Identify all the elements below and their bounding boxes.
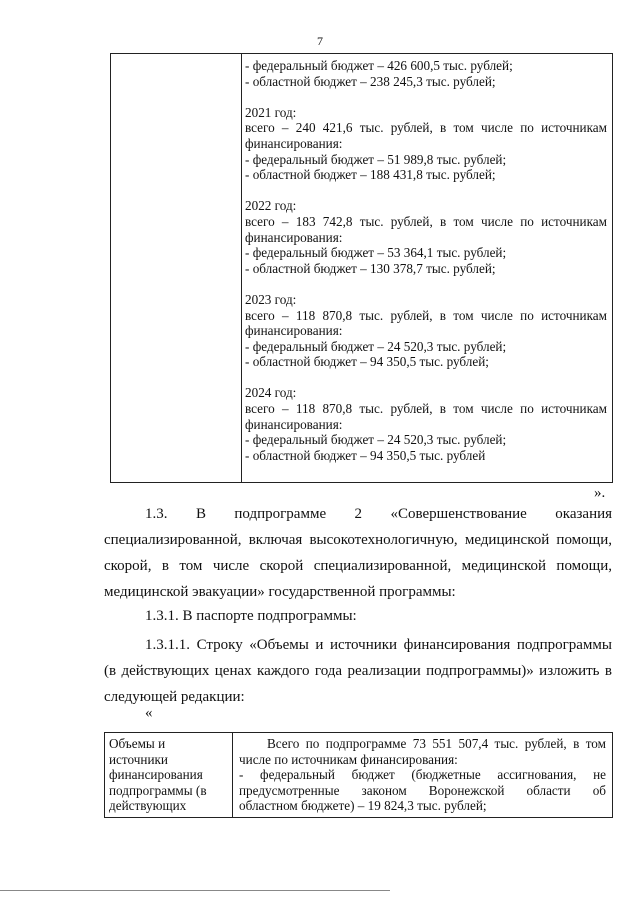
section-1-3-1: 1.3.1. В паспорте подпрограммы:: [145, 608, 357, 624]
year-total-cont: финансирования:: [245, 323, 343, 339]
value-line: числе по источникам финансирования:: [239, 751, 458, 767]
section-1-3-line4: медицинской эвакуации» государственной программы:: [104, 584, 456, 600]
federal-line: - федеральный бюджет – 24 520,3 тыс. рублей;: [245, 432, 507, 448]
year-total-cont: финансирования:: [245, 229, 343, 245]
closing-quote: ».: [594, 485, 606, 501]
label-line: финансирования: [109, 767, 203, 782]
section-1-3-1-1-line2: (в действующих ценах каждого года реализации подпрограммы)» изложить в: [104, 663, 612, 679]
regional-line: - областной бюджет – 130 378,7 тыс. рублей;: [245, 260, 496, 276]
federal-line: - федеральный бюджет – 24 520,3 тыс. рублей;: [245, 338, 507, 354]
value-line: - федеральный бюджет (бюджетные ассигнования, не: [239, 767, 606, 782]
label-line: Объемы и: [109, 736, 166, 751]
word: оказания: [555, 506, 613, 522]
regional-line: - областной бюджет – 238 245,3 тыс. рублей;: [245, 73, 496, 89]
section-1-3-1-1-line1: 1.3.1.1. Строку «Объемы и источники финансирования подпрограммы: [145, 637, 612, 653]
value-line: Всего по подпрограмме 73 551 507,4 тыс. рублей, в том: [267, 736, 606, 751]
year-total-cont: финансирования:: [245, 135, 343, 151]
year-total-cont: финансирования:: [245, 416, 343, 432]
page-number: 7: [317, 34, 323, 48]
federal-line: - федеральный бюджет – 53 364,1 тыс. рублей;: [245, 245, 507, 261]
year-label: 2024 год:: [245, 385, 297, 401]
opening-quote: «: [145, 705, 153, 721]
year-block-2024: [245, 385, 607, 463]
year-label: 2021 год:: [245, 104, 297, 120]
passport-table-label-cell: [105, 733, 233, 817]
section-1-3-line1: [104, 501, 612, 527]
federal-line: - федеральный бюджет – 51 989,8 тыс. рублей;: [245, 151, 507, 167]
passport-table: [104, 732, 613, 818]
federal-line: - федеральный бюджет – 426 600,5 тыс. рублей;: [245, 58, 513, 73]
value-line: предусмотренные законом Воронежской области об: [239, 782, 606, 798]
value-line: областном бюджете) – 19 824,3 тыс. рублей;: [239, 798, 487, 813]
section-1-3-line2: специализированной, включая высокотехнологичную, медицинской помощи,: [104, 532, 612, 548]
passport-table-value-cell: [234, 733, 612, 814]
year-label: 2022 год:: [245, 198, 297, 214]
word: В: [195, 506, 206, 522]
regional-line: - областной бюджет – 94 350,5 тыс. рублей;: [245, 354, 489, 370]
year-block-2022: [245, 198, 607, 276]
word: подпрограмме: [234, 506, 327, 522]
year-block-2021: [245, 105, 607, 183]
funding-table-value-cell: [242, 54, 612, 463]
section-1-3-1-1-line3: следующей редакции:: [104, 689, 245, 705]
word: 2: [354, 506, 363, 522]
section-number: 1.3.: [145, 506, 168, 522]
year-total: всего – 118 870,8 тыс. рублей, в том числе по источникам: [245, 307, 607, 323]
label-line: действующих: [109, 798, 187, 813]
year-total: всего – 240 421,6 тыс. рублей, в том числе по источникам: [245, 120, 607, 136]
footer-divider: [0, 890, 390, 891]
year-block-2023: [245, 292, 607, 370]
label-line: источники: [109, 751, 168, 767]
regional-line: - областной бюджет – 94 350,5 тыс. рублей: [245, 447, 486, 463]
funding-table: [110, 53, 613, 483]
label-line: подпрограммы (в: [109, 782, 207, 798]
year-total: всего – 183 742,8 тыс. рублей, в том числе по источникам: [245, 213, 607, 229]
regional-line: - областной бюджет – 188 431,8 тыс. рублей;: [245, 167, 496, 183]
section-1-3-line3: скорой, в том числе скорой специализированной, медицинской помощи,: [104, 558, 612, 574]
funding-top-block: [245, 58, 607, 89]
section-1-3-1-1: [104, 632, 612, 710]
funding-table-label-cell: [111, 54, 242, 482]
year-label: 2023 год:: [245, 291, 297, 307]
section-1-3: [104, 501, 612, 605]
year-total: всего – 118 870,8 тыс. рублей, в том числе по источникам: [245, 401, 607, 417]
word: «Совершенствование: [390, 506, 527, 522]
